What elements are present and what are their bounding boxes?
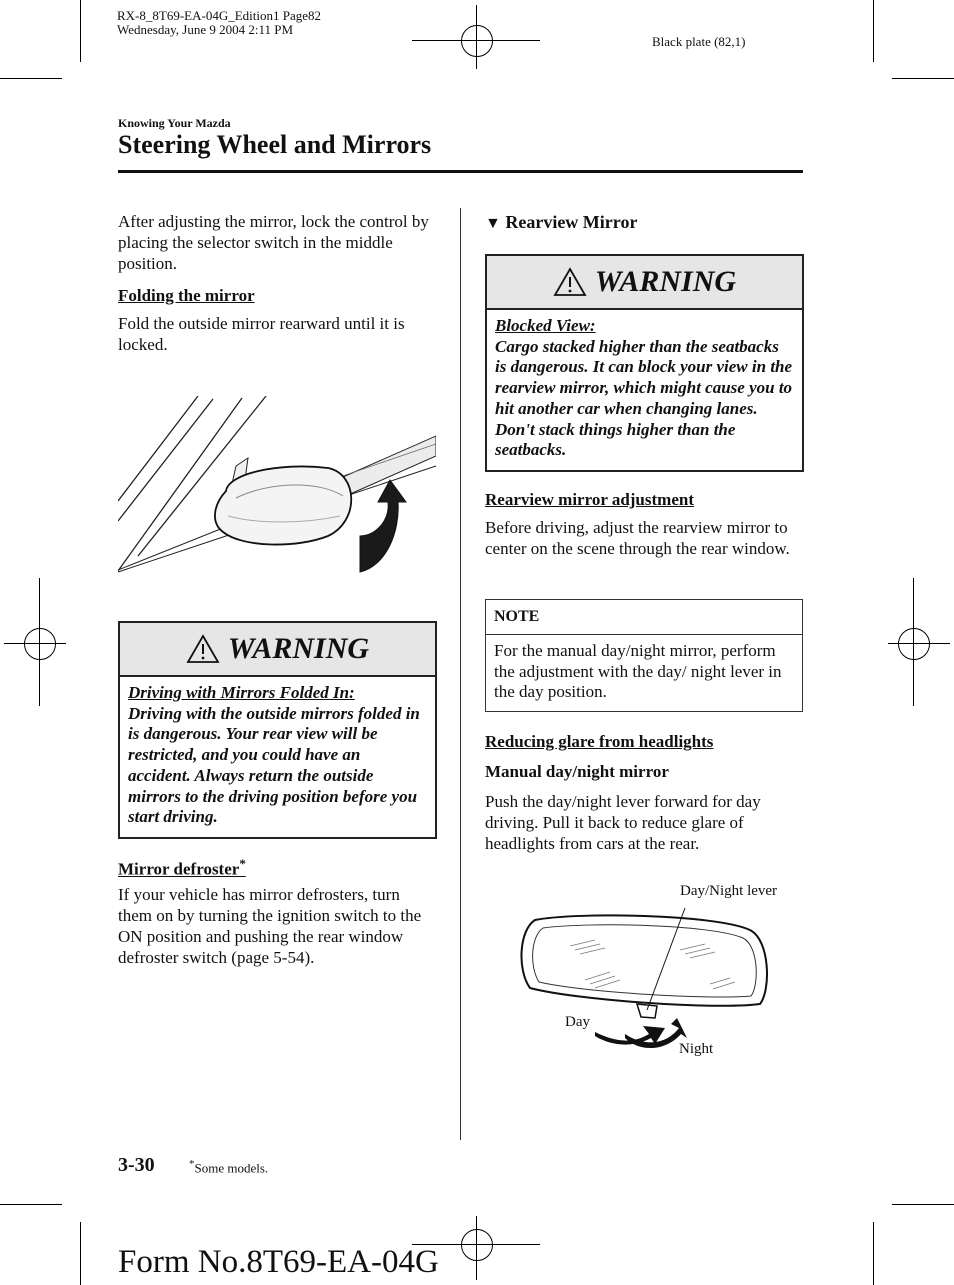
crop-mark	[873, 0, 874, 62]
print-job-info	[117, 9, 321, 37]
rearview-mirror-illustration	[515, 900, 775, 1050]
warning-body	[120, 677, 435, 834]
folded-mirror-illustration	[118, 396, 436, 576]
warning-lead: Blocked View:	[495, 316, 596, 335]
warning-header	[487, 256, 802, 310]
crop-mark	[80, 1222, 81, 1285]
folding-paragraph: Fold the outside mirror rearward until it is locked.	[118, 314, 405, 354]
warning-title: WARNING	[594, 265, 737, 298]
warning-text: Driving with the outside mirrors folded in is dangerous. Your rear view will be restricted, and you could have an accident. Always return the outside mirrors to the driving position before you start driving.	[128, 703, 420, 827]
column-divider	[460, 208, 461, 1140]
footnote-mark: *	[189, 1158, 195, 1170]
print-job-line-2: Wednesday, June 9 2004 2:11 PM	[117, 22, 294, 37]
warning-triangle-icon	[553, 267, 587, 297]
registration-circle	[461, 25, 493, 57]
footnote-text: Some models.	[194, 1160, 269, 1176]
crop-mark	[0, 1204, 62, 1205]
note-box	[485, 599, 803, 712]
day-label: Day	[565, 1014, 590, 1030]
section-kicker: Knowing Your Mazda	[118, 116, 231, 130]
plate-info: Black plate (82,1)	[652, 34, 746, 49]
warning-box-blocked-view	[485, 254, 804, 472]
folding-heading: Folding the mirror	[118, 286, 255, 305]
warning-header	[120, 623, 435, 677]
warning-box-mirrors-folded	[118, 621, 437, 839]
crop-mark	[873, 1222, 874, 1285]
warning-title: WARNING	[227, 632, 370, 665]
footnote	[189, 1158, 268, 1176]
rearview-section-heading	[485, 212, 637, 233]
triangle-down-icon: ▼	[485, 215, 501, 232]
note-text: For the manual day/night mirror, perform the adjustment with the day/ night lever in the day position.	[494, 641, 782, 701]
intro-paragraph: After adjusting the mirror, lock the control by placing the selector switch in the middle position.	[118, 212, 429, 273]
manual-mirror-paragraph: Push the day/night lever forward for day driving. Pull it back to reduce glare of headlights from cars at the rear.	[485, 792, 761, 853]
page-title: Steering Wheel and Mirrors	[118, 130, 432, 159]
defroster-paragraph: If your vehicle has mirror defrosters, turn them on by turning the ignition switch to the ON position and pushing the rear window defroster switch (page 5-54).	[118, 885, 422, 967]
registration-circle	[461, 1229, 493, 1261]
warning-text: Cargo stacked higher than the seatbacks is dangerous. It can block your view in the rearview mirror, which might cause you to hit another car when changing lanes. Don't stack things higher than the seatbacks.	[495, 336, 793, 460]
crop-mark	[0, 78, 62, 79]
print-job-line-1: RX-8_8T69-EA-04G_Edition1 Page82	[117, 8, 322, 23]
manual-mirror-heading: Manual day/night mirror	[485, 762, 669, 781]
note-title: NOTE	[486, 600, 802, 635]
availability-mark: *	[239, 856, 246, 871]
form-number: Form No.8T69-EA-04G	[118, 1244, 439, 1280]
adjustment-paragraph: Before driving, adjust the rearview mirror to center on the scene through the rear window.	[485, 518, 790, 558]
page-number: 3-30	[118, 1154, 155, 1176]
day-night-lever-label: Day/Night lever	[680, 883, 778, 899]
warning-body	[487, 310, 802, 467]
defroster-heading	[118, 856, 246, 880]
registration-circle	[24, 628, 56, 660]
crop-mark	[80, 0, 81, 62]
night-label: Night	[679, 1041, 714, 1057]
crop-mark	[892, 1204, 954, 1205]
defroster-heading-text: Mirror defroster	[118, 859, 240, 879]
adjustment-heading: Rearview mirror adjustment	[485, 490, 694, 509]
title-rule	[118, 170, 803, 173]
warning-triangle-icon	[186, 634, 220, 664]
rearview-heading-text: Rearview Mirror	[505, 212, 638, 232]
registration-circle	[898, 628, 930, 660]
warning-lead: Driving with Mirrors Folded In:	[128, 683, 355, 702]
crop-mark	[892, 78, 954, 79]
glare-heading: Reducing glare from headlights	[485, 732, 714, 751]
